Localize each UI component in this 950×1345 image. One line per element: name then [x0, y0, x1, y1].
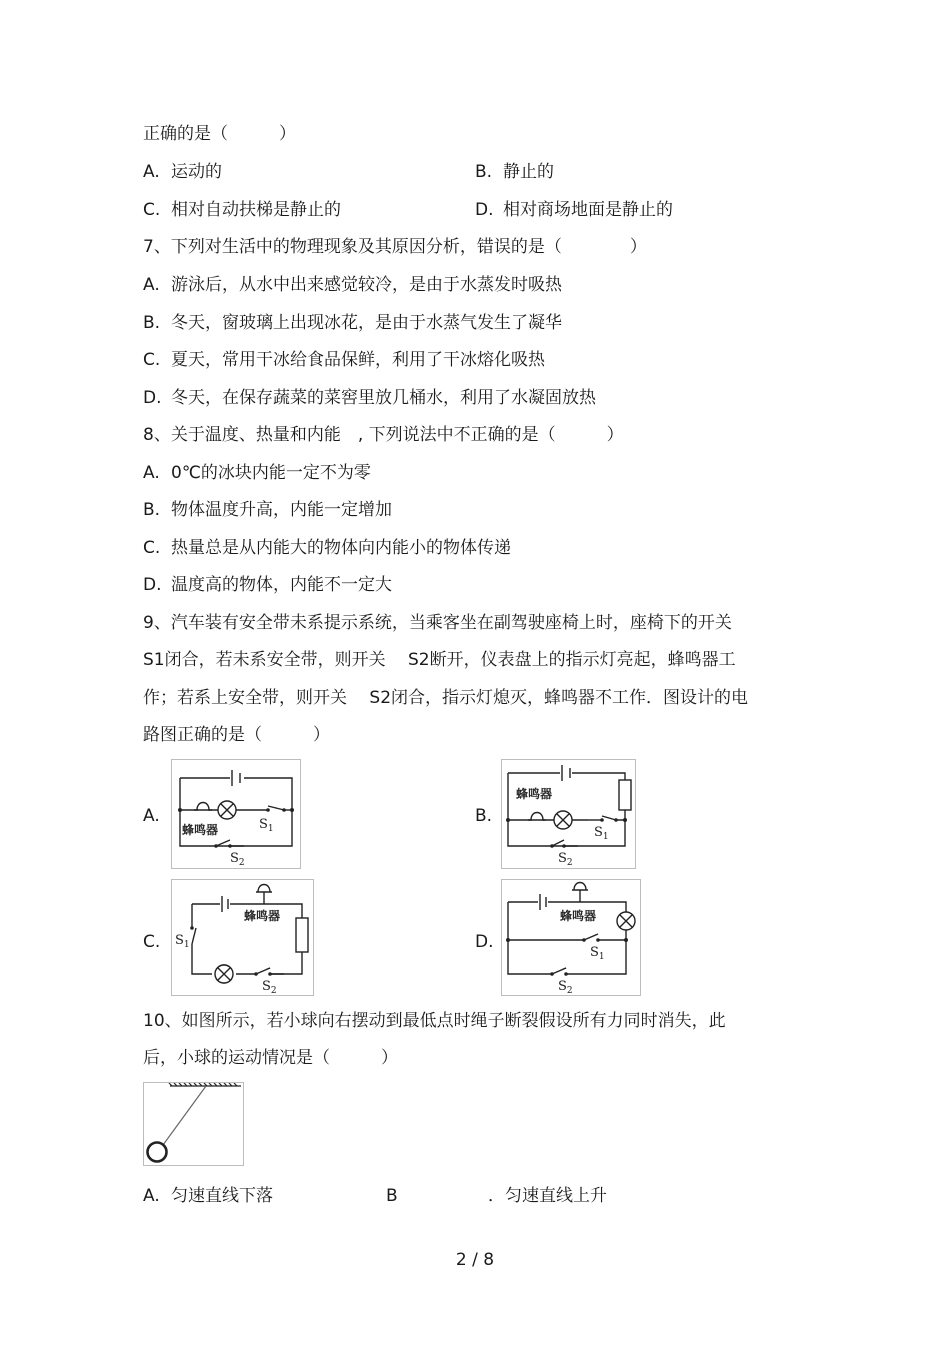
- buzzer-label: 蜂鸣器: [182, 823, 219, 837]
- switch-s1-label: $S_1$: [259, 817, 274, 834]
- circuit-c-letter: C.: [143, 932, 161, 952]
- option-text: 冬天，在保存蔬菜的菜窖里放几桶水，利用了水凝固放热: [171, 388, 596, 408]
- option-text: 物体温度升高，内能一定增加: [171, 500, 392, 520]
- option-letter: A.: [143, 463, 160, 483]
- q6-tail: 正确的是（ ）: [143, 124, 296, 144]
- switch-s1-label: $S_1$: [590, 945, 605, 962]
- pendulum-figure: [143, 1082, 244, 1166]
- circuit-diagram-b: [501, 759, 636, 869]
- option-text: 热量总是从内能大的物体向内能小的物体传递: [171, 538, 511, 558]
- option-letter: D.: [143, 388, 162, 408]
- circuit-diagram-d: [501, 879, 641, 996]
- option-letter: A.: [143, 162, 160, 182]
- option-text: 0℃的冰块内能一定不为零: [171, 463, 371, 483]
- option-text: 静止的: [503, 162, 554, 182]
- q6-option-b: [475, 160, 554, 184]
- circuit-b-letter: B.: [475, 806, 493, 826]
- option-letter: B.: [475, 162, 493, 182]
- option-text: 相对自动扶梯是静止的: [171, 200, 341, 220]
- q7-option-a: [143, 273, 562, 297]
- page-number: 2 / 8: [455, 1250, 495, 1270]
- option-letter: D.: [475, 200, 494, 220]
- circuit-a-letter: A.: [143, 806, 160, 826]
- circuit-diagram-a: [171, 759, 301, 869]
- buzzer-label: 蜂鸣器: [560, 909, 597, 923]
- q8-option-c: [143, 536, 511, 560]
- q9-stem-line-2: S1闭合，若未系安全带，则开关 S2断开，仪表盘上的指示灯亮起，蜂鸣器工: [143, 650, 736, 670]
- q7-option-b: [143, 311, 562, 335]
- option-letter: C.: [143, 538, 161, 558]
- q7-stem: 7、下列对生活中的物理现象及其原因分析，错误的是（ ）: [143, 237, 647, 257]
- option-text: 夏天，常用干冰给食品保鲜，利用了干冰熔化吸热: [171, 350, 545, 370]
- q9-stem-line-1: 9、汽车装有安全带未系提示系统，当乘客坐在副驾驶座椅上时，座椅下的开关: [143, 613, 732, 633]
- q8-option-b: [143, 498, 392, 522]
- option-letter: D.: [143, 575, 162, 595]
- q6-option-c: [143, 198, 341, 222]
- switch-s2-label: $S_2$: [262, 979, 277, 995]
- q10-stem-line-1: 10、如图所示，若小球向右摆动到最低点时绳子断裂假设所有力同时消失，此: [143, 1011, 726, 1031]
- option-text: 游泳后，从水中出来感觉较冷，是由于水蒸发时吸热: [171, 275, 562, 295]
- switch-s1-label: $S_1$: [594, 825, 609, 842]
- switch-s2-label: $S_2$: [558, 851, 573, 868]
- buzzer-label: 蜂鸣器: [244, 909, 281, 923]
- option-text: 冬天，窗玻璃上出现冰花，是由于水蒸气发生了凝华: [171, 313, 562, 333]
- q10-option-a: [143, 1184, 273, 1208]
- circuit-d-letter: D.: [475, 932, 494, 952]
- q10-stem-line-2: 后，小球的运动情况是（ ）: [143, 1048, 398, 1068]
- q7-option-c: [143, 348, 545, 372]
- option-letter: A.: [143, 275, 160, 295]
- q9-stem-line-4: 路图正确的是（ ）: [143, 725, 330, 745]
- option-text: 匀速直线下落: [171, 1186, 273, 1206]
- switch-s1-label: $S_1$: [175, 933, 190, 950]
- switch-s2-label: $S_2$: [230, 851, 245, 868]
- q8-stem: 8、关于温度、热量和内能 , 下列说法中不正确的是（ ）: [143, 425, 624, 445]
- q8-option-d: [143, 573, 392, 597]
- option-text: 运动的: [171, 162, 222, 182]
- q7-option-d: [143, 386, 596, 410]
- option-letter: C.: [143, 350, 161, 370]
- option-text: 相对商场地面是静止的: [503, 200, 673, 220]
- q10-option-b: ．匀速直线上升: [488, 1186, 607, 1206]
- option-letter: A.: [143, 1186, 160, 1206]
- switch-s2-label: $S_2$: [558, 979, 573, 995]
- q9-stem-line-3: 作；若系上安全带，则开关 S2闭合，指示灯熄灭，蜂鸣器不工作．图设计的电: [143, 688, 749, 708]
- option-letter: B.: [143, 500, 161, 520]
- q8-option-a: [143, 461, 371, 485]
- buzzer-label: 蜂鸣器: [516, 787, 553, 801]
- q6-option-a: [143, 160, 222, 184]
- q10-option-b-letter: B: [386, 1186, 398, 1206]
- option-letter: C.: [143, 200, 161, 220]
- option-text: 温度高的物体，内能不一定大: [171, 575, 392, 595]
- circuit-diagram-c: [171, 879, 314, 996]
- q6-option-d: [475, 198, 673, 222]
- option-letter: B.: [143, 313, 161, 333]
